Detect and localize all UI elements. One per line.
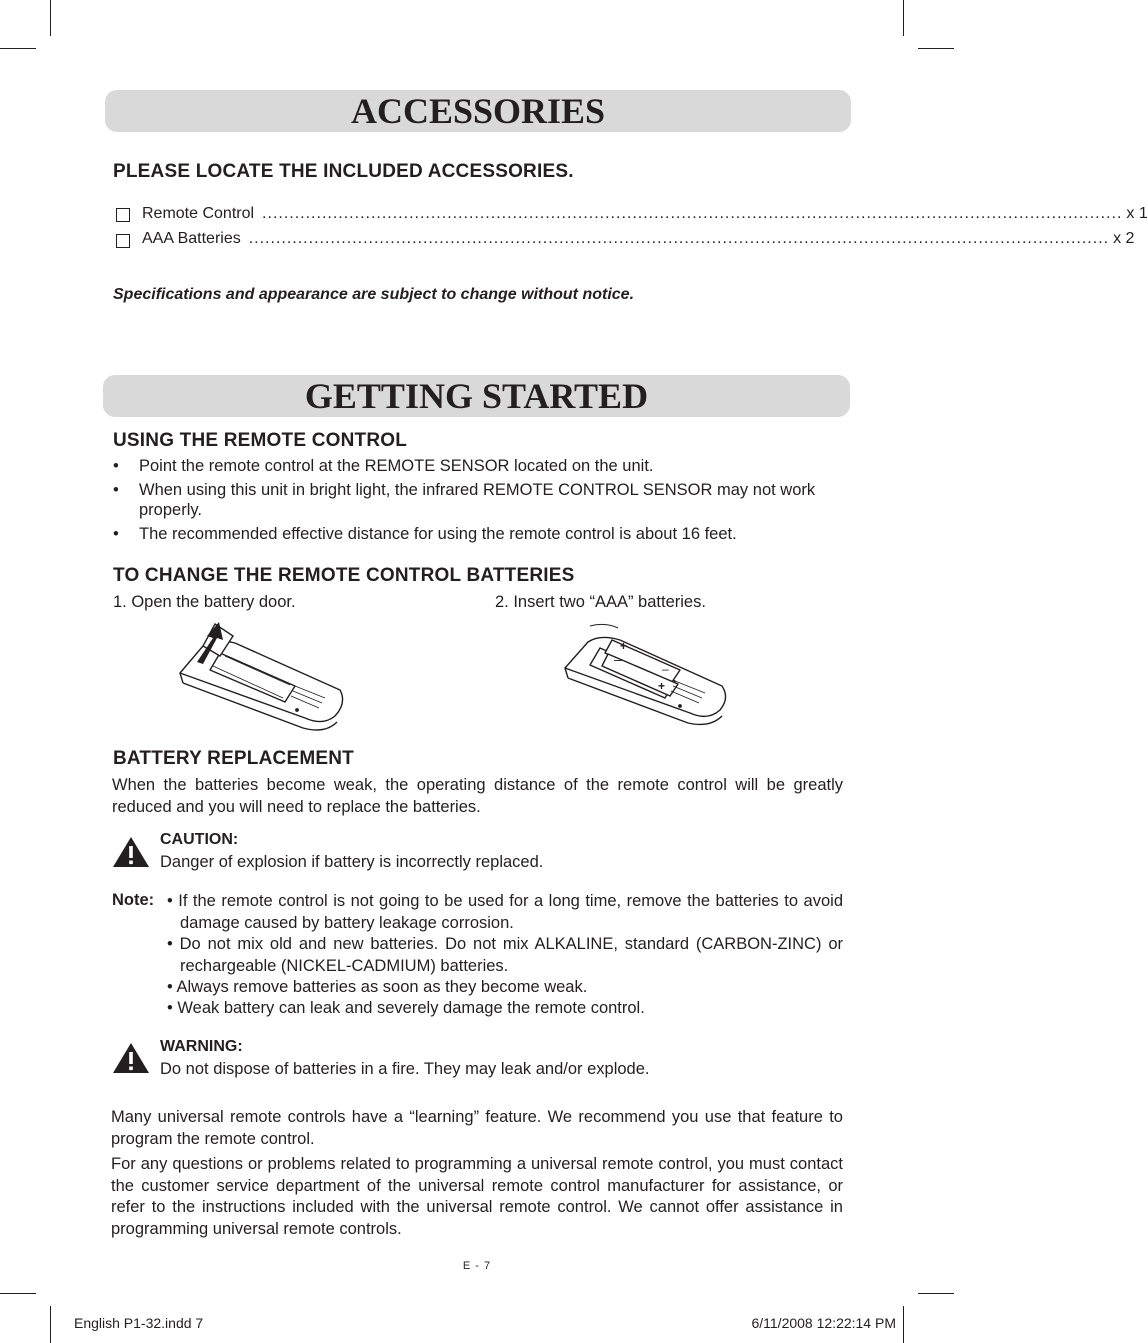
note-item-text: • Do not mix old and new batteries. Do not mix ALKALINE, standard (CARBON-ZINC) or rechargeable (NICKEL-CADMIUM) batteries. — [167, 935, 843, 975]
note-item — [167, 998, 843, 1020]
caution-icon — [112, 836, 150, 868]
step-1: 1. Open the battery door. — [113, 593, 296, 611]
crop-mark — [903, 1306, 904, 1343]
crop-mark — [50, 1306, 51, 1343]
accessories-title: ACCESSORIES — [350, 91, 606, 131]
crop-mark — [0, 1293, 36, 1294]
note-item — [167, 891, 843, 934]
learning-paragraph: Many universal remote controls have a “learning” feature. We recommend you use that feature to program the remote control. — [111, 1108, 843, 1148]
crop-mark — [0, 48, 36, 49]
page-number: E - 7 — [462, 1260, 492, 1272]
remote-open-door-illustration — [175, 618, 350, 733]
remote-heading: USING THE REMOTE CONTROL — [113, 430, 408, 451]
list-item-text: When using this unit in bright light, the infrared REMOTE CONTROL SENSOR may not work properly. — [139, 481, 816, 519]
remote-insert-batteries-illustration — [560, 618, 730, 726]
accessory-qty: x 1 — [1126, 205, 1148, 222]
list-item — [113, 456, 843, 476]
bullet: • — [113, 481, 119, 499]
caution-text: Danger of explosion if battery is incorrectly replaced. — [160, 853, 544, 871]
svg-text:–: – — [662, 662, 669, 676]
caution-label: CAUTION: — [160, 831, 239, 848]
svg-text:+: + — [658, 679, 666, 693]
accessory-qty: x 2 — [1113, 230, 1135, 247]
battery-replacement-heading: BATTERY REPLACEMENT — [113, 748, 354, 769]
checkbox-icon — [116, 208, 130, 222]
crop-mark — [50, 0, 51, 36]
svg-text:–: – — [614, 651, 622, 667]
dot-leader: .............................................................................................................................................................. — [262, 205, 1123, 222]
list-item-text: The recommended effective distance for using the remote control is about 16 feet. — [139, 525, 737, 543]
list-item — [113, 480, 843, 520]
accessory-name: AAA Batteries — [142, 230, 241, 247]
getting-started-banner — [103, 375, 850, 417]
warning-text: Do not dispose of batteries in a fire. They may leak and/or explode. — [160, 1060, 650, 1078]
note-item — [167, 934, 843, 977]
accessories-banner — [105, 90, 851, 132]
disclaimer: Specifications and appearance are subject to change without notice. — [113, 286, 635, 303]
crop-mark — [918, 1293, 954, 1294]
note-label: Note: — [112, 891, 155, 909]
note-item-text: • Weak battery can leak and severely damage the remote control. — [167, 999, 645, 1017]
warning-label: WARNING: — [160, 1038, 243, 1055]
checkbox-icon — [116, 234, 130, 248]
note-item — [167, 977, 843, 999]
accessory-item — [142, 230, 1135, 248]
bullet: • — [113, 457, 119, 475]
warning-icon — [112, 1042, 150, 1074]
replacement-text: When the batteries become weak, the operating distance of the remote control will be greatly reduced and you will need to replace the batteries. — [112, 776, 843, 816]
svg-text:+: + — [620, 639, 628, 653]
accessory-name: Remote Control — [142, 205, 255, 222]
note-item-text: • Always remove batteries as soon as they become weak. — [167, 978, 588, 996]
footer-timestamp: 6/11/2008 12:22:14 PM — [751, 1315, 896, 1331]
list-item-text: Point the remote control at the REMOTE SENSOR located on the unit. — [139, 457, 654, 475]
bullet: • — [113, 525, 119, 543]
accessory-item — [142, 205, 1148, 223]
accessories-heading: PLEASE LOCATE THE INCLUDED ACCESSORIES. — [113, 161, 574, 182]
note-item-text: • If the remote control is not going to be used for a long time, remove the batteries to avoid damage caused by battery leakage corrosion. — [167, 892, 843, 932]
footer-file: English P1-32.indd 7 — [74, 1315, 204, 1331]
programming-paragraph: For any questions or problems related to programming a universal remote control, you must contact the customer service department of the universal remote control manufacturer for assistance, or refer to the instructions included with the universal remote control. We cannot offer assistance in programming universal remote controls. — [111, 1155, 843, 1238]
change-batteries-heading: TO CHANGE THE REMOTE CONTROL BATTERIES — [113, 565, 575, 586]
getting-started-title: GETTING STARTED — [304, 376, 649, 416]
step-2: 2. Insert two “AAA” batteries. — [495, 593, 706, 611]
dot-leader: .............................................................................................................................................................. — [248, 230, 1110, 247]
crop-mark — [918, 48, 954, 49]
list-item — [113, 524, 843, 544]
crop-mark — [903, 0, 904, 36]
